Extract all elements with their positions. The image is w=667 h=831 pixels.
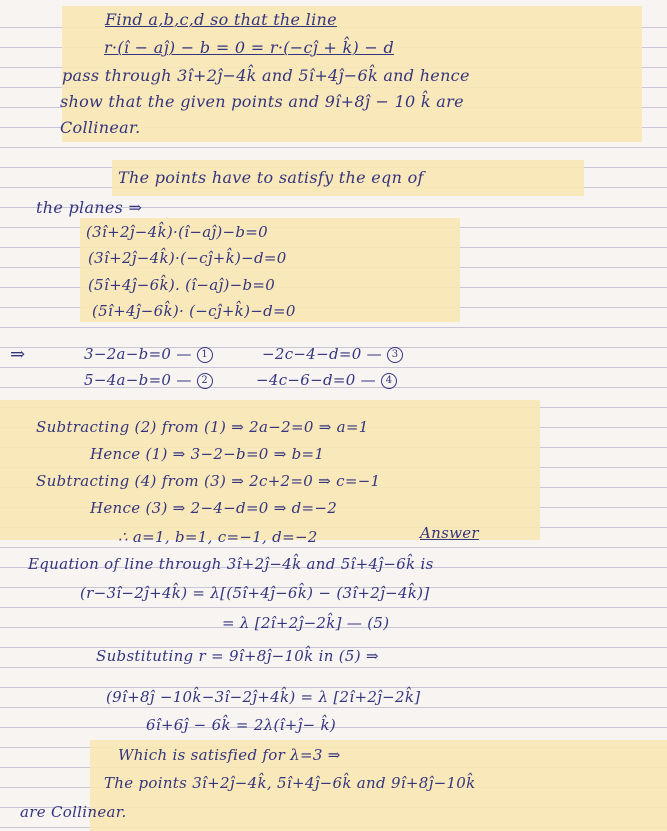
substitution-1: Substituting r = 9î+8ĵ−10k̂ in (5) ⇒ [96,647,379,665]
substitution-2: (9î+8ĵ −10k̂−3î−2ĵ+4k̂) = λ [2î+2ĵ−2k̂] [106,688,421,706]
equation-4: (5î+4ĵ−6k̂)· (−cĵ+k̂)−d=0 [92,302,296,320]
equation-3: (5î+4ĵ−6k̂). (î−aĵ)−b=0 [88,276,276,294]
eq-tag-2: 2 [197,373,213,389]
hence-step-2: Hence (3) ⇒ 2−4−d=0 ⇒ d=−2 [90,499,338,517]
problem-line-1: Find a,b,c,d so that the line [105,10,337,29]
substitution-3: 6î+6ĵ − 6k̂ = 2λ(î+ĵ− k̂) [146,716,337,734]
eq-tag-4: 4 [381,373,397,389]
reduced-eq-2-text: 5−4a−b=0 [84,371,172,389]
reduced-eq-1: 3−2a−b=0 — 1 [84,345,213,363]
line-equation-3: = λ [2î+2ĵ−2k̂] — (5) [222,614,390,632]
problem-line-3: pass through 3î+2ĵ−4k̂ and 5î+4ĵ−6k̂ and hence [62,66,470,85]
conclusion-2: The points 3î+2ĵ−4k̂, 5î+4ĵ−6k̂ and 9î+8ĵ−10k̂ [104,774,476,792]
conclusion-3: are Collinear. [20,803,127,821]
reduced-eq-1-text: 3−2a−b=0 [84,345,172,363]
subtract-step-1: Subtracting (2) from (1) ⇒ 2a−2=0 ⇒ a=1 [36,418,369,436]
problem-line-5: Collinear. [60,118,141,137]
eq-tag-3: 3 [387,347,403,363]
solution-intro-1: The points have to satisfy the eqn of [118,168,424,187]
reduced-eq-4: −4c−6−d=0 — 4 [256,371,397,389]
problem-line-4: show that the given points and 9î+8ĵ − 10 k̂ are [60,92,464,111]
reduced-eq-3-text: −2c−4−d=0 [262,345,362,363]
line-equation-1: Equation of line through 3î+2ĵ−4k̂ and 5î+4ĵ−6k̂ is [28,555,434,573]
hence-step-1: Hence (1) ⇒ 3−2−b=0 ⇒ b=1 [90,445,325,463]
equation-2: (3î+2ĵ−4k̂)·(−cĵ+k̂)−d=0 [88,249,287,267]
eq-tag-1: 1 [197,347,213,363]
conclusion-1: Which is satisfied for λ=3 ⇒ [118,746,341,764]
line-equation-2: (r−3î−2ĵ+4k̂) = λ[(5î+4ĵ−6k̂) − (3î+2ĵ−4k̂)] [80,584,430,602]
equation-1: (3î+2ĵ−4k̂)·(î−aĵ)−b=0 [86,223,269,241]
reduced-eq-3: −2c−4−d=0 — 3 [262,345,403,363]
reduced-eq-2: 5−4a−b=0 — 2 [84,371,213,389]
problem-line-2: r·(î − aĵ) − b = 0 = r·(−cĵ + k̂) − d [104,38,395,57]
subtract-step-2: Subtracting (4) from (3) ⇒ 2c+2=0 ⇒ c=−1 [36,472,381,490]
solution-intro-2: the planes ⇒ [36,198,143,217]
implies-arrow: ⇒ [10,344,26,365]
result-values: ∴ a=1, b=1, c=−1, d=−2 [118,528,318,546]
answer-label: Answer [420,524,479,542]
reduced-eq-4-text: −4c−6−d=0 [256,371,356,389]
